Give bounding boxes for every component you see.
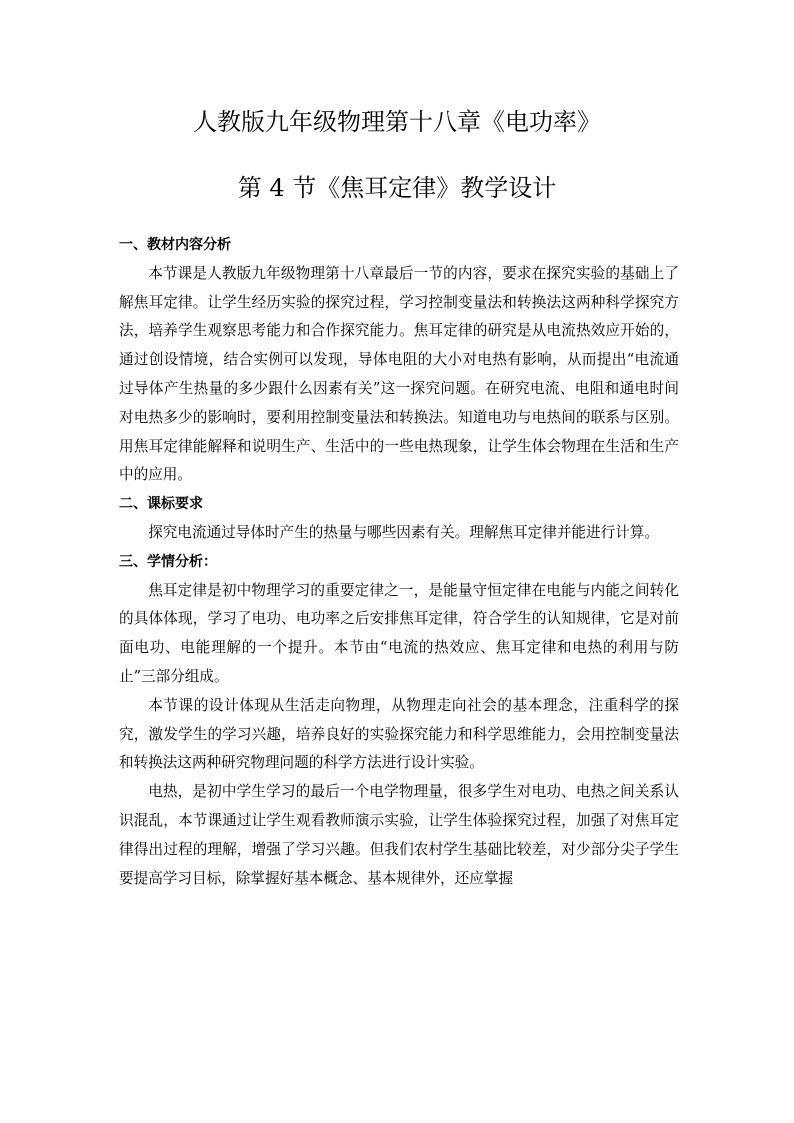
section-heading: 二、课标要求 [119, 496, 203, 513]
section-heading: 一、教材内容分析 [119, 237, 231, 253]
body-paragraph: 电热，是初中学生学习的最后一个电学物理量，很多学生对电功、电热之间关系认识混乱，本节课通过让学生观看教师演示实验，让学生体验探究过程，加强了对焦耳定律得出过程的理解，增强了学习兴趣。但我们农村学生基础比较差，对少部分尖子学生要提高学习目标，除掌握好基本概念、基本规律外，还应掌握 [119, 783, 679, 887]
body-paragraph: 探究电流通过导体时产生的热量与哪些因素有关。理解焦耳定律并能进行计算。 [148, 523, 659, 541]
body-paragraph: 焦耳定律是初中物理学习的重要定律之一，是能量守恒定律在电能与内能之间转化的具体体现，学习了电功、电功率之后安排焦耳定律，符合学生的认知规律，它是对前面电功、电能理解的一个提升。本节由“电流的热效应、焦耳定律和电热的利用与防止”三部分组成。 [119, 581, 679, 685]
section-curriculum-requirements [119, 490, 679, 548]
document-body [119, 231, 679, 893]
document-subtitle: 第 4 节《焦耳定律》教学设计 [237, 174, 557, 202]
section-textbook-analysis [119, 231, 679, 490]
body-paragraph: 本节课是人教版九年级物理第十八章最后一节的内容，要求在探究实验的基础上了解焦耳定律。让学生经历实验的探究过程，学习控制变量法和转换法这两种科学探究方法，培养学生观察思考能力和合作探究能力。焦耳定律的研究是从电流热效应开始的，通过创设情境，结合实例可以发现，导体电阻的大小对电热有影响，从而提出“电流通过导体产生热量的多少跟什么因素有关”这一探究问题。在研究电流、电阻和通电时间对电热多少的影响时，要利用控制变量法和转换法。知道电功与电热间的联系与区别。用焦耳定律能解释和说明生产、生活中的一些电热现象，让学生体会物理在生活和生产中的应用。 [119, 264, 679, 484]
section-heading: 三、学情分析： [119, 553, 217, 570]
section-learner-analysis [119, 548, 679, 894]
body-paragraph: 本节课的设计体现从生活走向物理，从物理走向社会的基本理念，注重科学的探究，激发学生的学习兴趣，培养良好的实验探究能力和科学思维能力，会用控制变量法和转换法这两种研究物理问题的科学方法进行设计实验。 [119, 696, 679, 772]
document-title: 人教版九年级物理第十八章《电功率》 [193, 108, 601, 136]
